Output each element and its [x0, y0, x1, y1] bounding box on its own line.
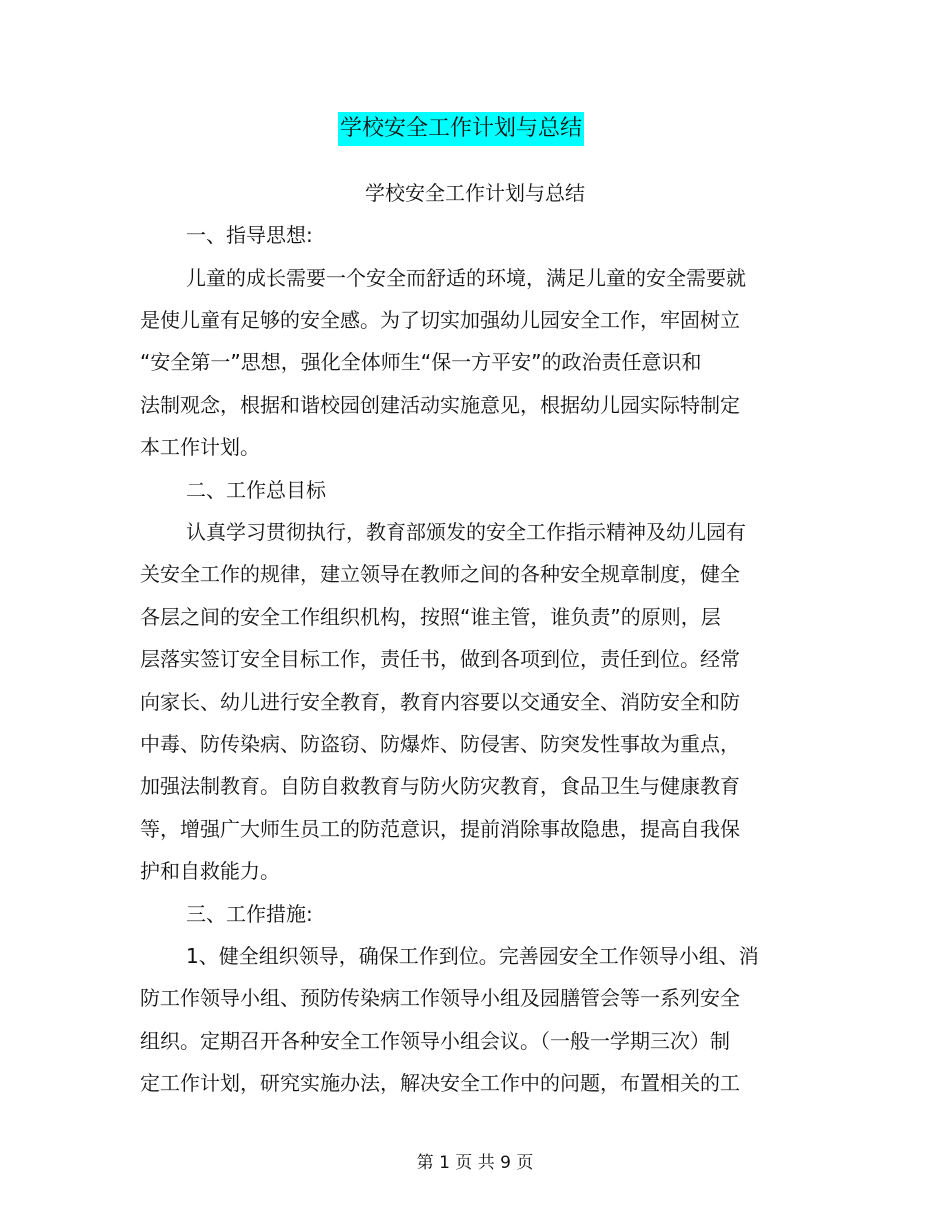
document-subtitle: 学校安全工作计划与总结: [365, 181, 585, 205]
paragraph-line: 1、健全组织领导，确保工作到位。完善园安全工作领导小组、消: [186, 944, 759, 968]
paragraph-line: 各层之间的安全工作组织机构，按照“谁主管，谁负责”的原则，层: [140, 605, 721, 629]
paragraph-line: 儿童的成长需要一个安全而舒适的环境，满足儿童的安全需要就: [186, 266, 746, 290]
paragraph-line: 中毒、防传染病、防盗窃、防爆炸、防侵害、防突发性事故为重点，: [140, 732, 740, 756]
paragraph-line: 防工作领导小组、预防传染病工作领导小组及园膳管会等一系列安全: [140, 986, 740, 1010]
paragraph-line: 本工作计划。: [140, 435, 260, 459]
heading-overall-goal: 二、工作总目标: [186, 478, 326, 502]
heading-guiding-thought: 一、指导思想:: [186, 223, 313, 247]
paragraph-line: 加强法制教育。自防自救教育与防火防灾教育，食品卫生与健康教育: [140, 774, 740, 798]
paragraph-line: 法制观念，根据和谐校园创建活动实施意见，根据幼儿园实际特制定: [140, 393, 740, 417]
paragraph-line: 向家长、幼儿进行安全教育，教育内容要以交通安全、消防安全和防: [140, 690, 740, 714]
paragraph-line: 认真学习贯彻执行，教育部颁发的安全工作指示精神及幼儿园有: [186, 520, 746, 544]
page-number-footer: 第 1 页 共 9 页: [416, 1153, 534, 1173]
heading-work-measures: 三、工作措施:: [186, 902, 313, 926]
paragraph-line: 等，增强广大师生员工的防范意识，提前消除事故隐患，提高自我保: [140, 817, 740, 841]
paragraph-line: 是使儿童有足够的安全感。为了切实加强幼儿园安全工作，牢固树立: [140, 308, 740, 332]
paragraph-line: 组织。定期召开各种安全工作领导小组会议。（一般一学期三次）制: [140, 1029, 730, 1053]
document-title: 学校安全工作计划与总结: [338, 112, 584, 146]
paragraph-line: “安全第一”思想，强化全体师生“保一方平安”的政治责任意识和: [140, 350, 702, 374]
paragraph-line: 关安全工作的规律，建立领导在教师之间的各种安全规章制度，健全: [140, 562, 740, 586]
paragraph-line: 护和自救能力。: [140, 859, 280, 883]
paragraph-line: 层落实签订安全目标工作，责任书，做到各项到位，责任到位。经常: [140, 647, 740, 671]
paragraph-line: 定工作计划，研究实施办法，解决安全工作中的问题，布置相关的工: [140, 1071, 740, 1095]
